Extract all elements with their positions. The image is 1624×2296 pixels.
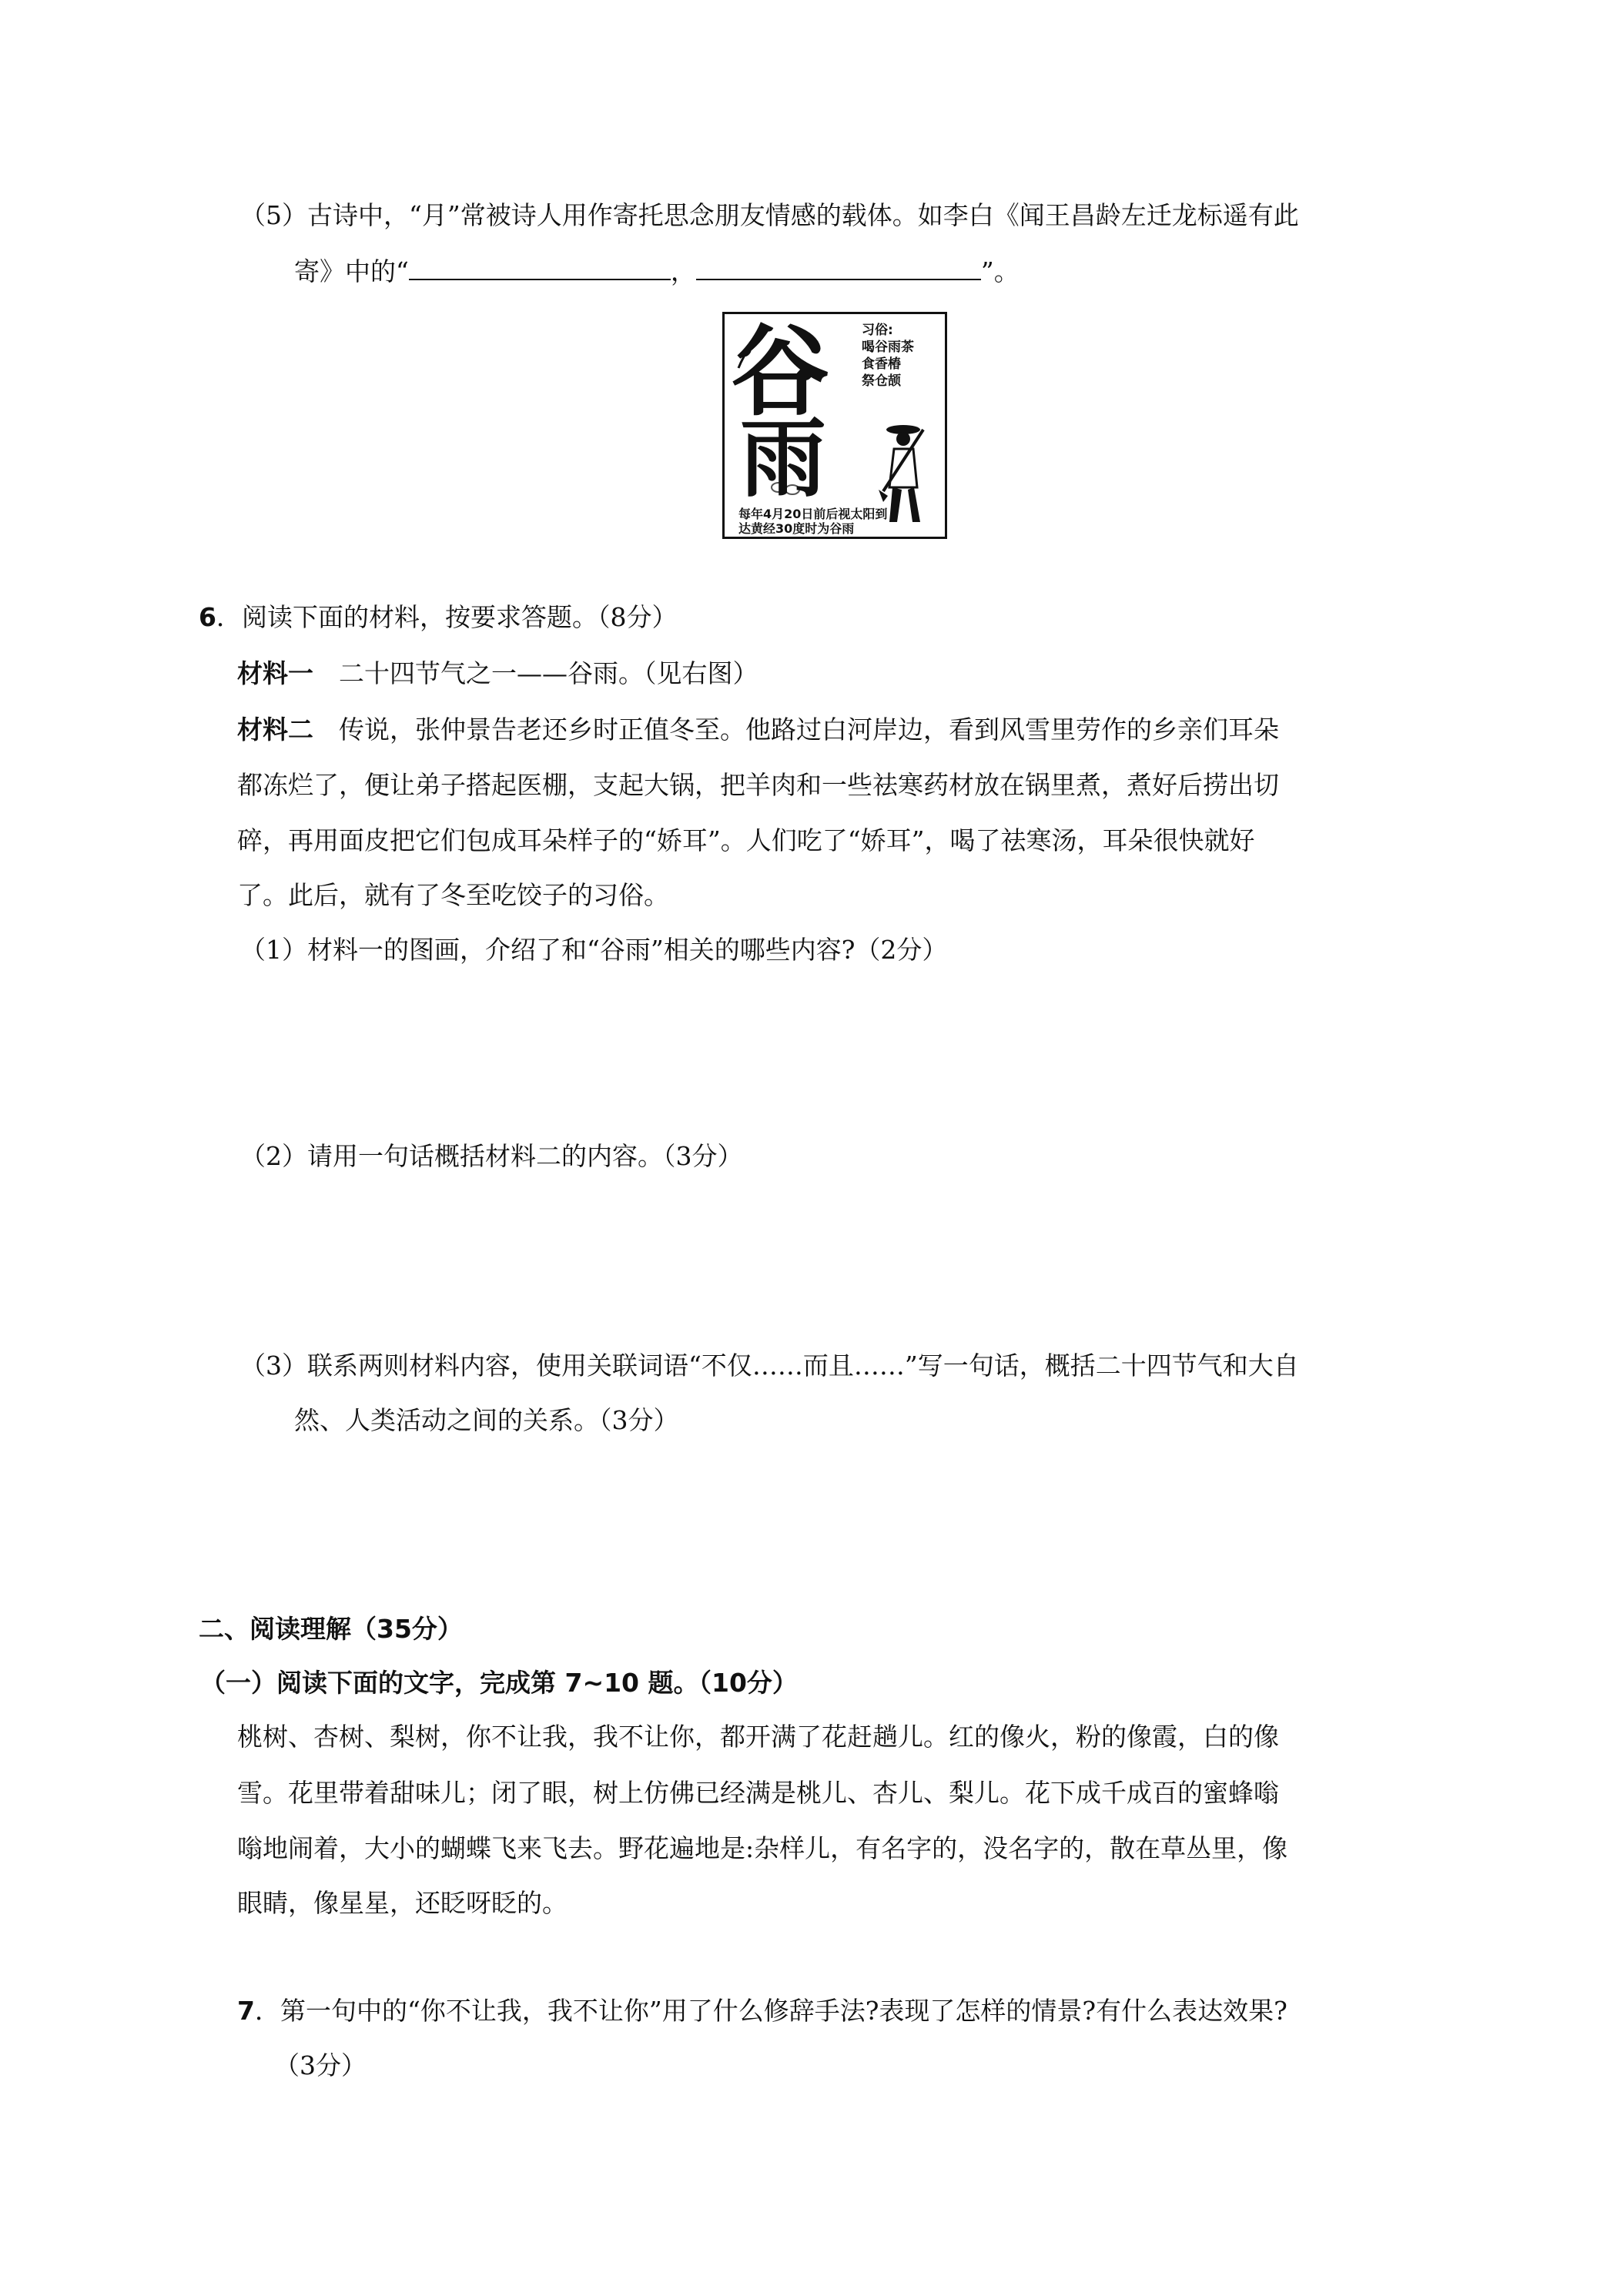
poster-caption <box>738 507 887 536</box>
q6-sub2: （2）请用一句话概括材料二的内容。（3分） <box>240 1141 743 1171</box>
material-1-label: 材料一 <box>237 658 313 688</box>
passage-line: 雪。花里带着甜味儿；闭了眼，树上仿佛已经满是桃儿、杏儿、梨儿。花下成千成百的蜜蜂嗡 <box>237 1778 1279 1808</box>
poster-caption-line: 达黄经30度时为谷雨 <box>738 521 855 536</box>
answer-blank-1[interactable] <box>409 256 671 280</box>
part-1-title: （一）阅读下面的文字，完成第 7~10 题。（10分） <box>200 1668 798 1698</box>
q6-sub1: （1）材料一的图画，介绍了和“谷雨”相关的哪些内容?（2分） <box>240 935 948 965</box>
q7-text: ．第一句中的“你不让我，我不让你”用了什么修辞手法?表现了怎样的情景?有什么表达效果? <box>254 1996 1287 2026</box>
passage-line: 桃树、杏树、梨树，你不让我，我不让你，都开满了花赶趟儿。红的像火，粉的像霞，白的像 <box>237 1722 1279 1752</box>
material-1 <box>237 657 758 691</box>
q6-sub3-line2: 然、人类活动之间的关系。（3分） <box>294 1405 679 1435</box>
q7-line1 <box>237 1994 1287 2028</box>
guyu-poster <box>722 312 947 539</box>
q5-line2-suffix: ”。 <box>980 256 1020 286</box>
q5-line2 <box>294 255 1020 289</box>
passage-line: 嗡地闹着，大小的蝴蝶飞来飞去。野花遍地是:杂样儿，有名字的，没名字的，散在草丛里，像 <box>237 1833 1288 1863</box>
section-2-title: 二、阅读理解（35分） <box>199 1614 463 1644</box>
answer-blank-2[interactable] <box>696 256 981 280</box>
q7-number: 7 <box>237 1996 255 2026</box>
q6-number: 6 <box>199 602 216 632</box>
passage-line: 眼睛，像星星，还眨呀眨的。 <box>237 1888 568 1918</box>
q5-line2-sep: ， <box>670 256 696 286</box>
poster-char-gu: 谷 <box>731 314 830 430</box>
customs-item: 食香椿 <box>862 356 901 372</box>
poster-char-yu: 雨 <box>740 408 826 509</box>
q7-line2: （3分） <box>274 2050 367 2080</box>
q6-sub3-line1: （3）联系两则材料内容，使用关联词语“不仅……而且……”写一句话，概括二十四节气和大自 <box>240 1350 1299 1381</box>
material-2-line <box>237 713 1279 747</box>
poster-customs <box>862 322 914 390</box>
material-2-line: 了。此后，就有了冬至吃饺子的习俗。 <box>237 880 669 910</box>
material-1-text: 二十四节气之一——谷雨。（见右图） <box>313 658 758 688</box>
material-2-label: 材料二 <box>237 715 313 745</box>
customs-item: 喝谷雨茶 <box>862 340 914 355</box>
customs-item: 祭仓颉 <box>862 373 901 389</box>
poster-caption-line: 每年4月20日前后视太阳到 <box>738 507 888 521</box>
q6-stem <box>199 601 677 634</box>
q5-line2-prefix: 寄》中的“ <box>294 256 409 286</box>
q5-line1: （5）古诗中，“月”常被诗人用作寄托思念朋友情感的载体。如李白《闻王昌龄左迁龙标遥有此 <box>240 200 1299 230</box>
q6-stem-text: ．阅读下面的材料，按要求答题。（8分） <box>216 602 678 632</box>
material-2-line: 都冻烂了，便让弟子搭起医棚，支起大锅，把羊肉和一些祛寒药材放在锅里煮，煮好后捞出切 <box>237 770 1279 800</box>
customs-title: 习俗: <box>862 323 893 338</box>
material-2-text: 传说，张仲景告老还乡时正值冬至。他路过白河岸边，看到风雪里劳作的乡亲们耳朵 <box>313 715 1279 745</box>
material-2-line: 碎，再用面皮把它们包成耳朵样子的“娇耳”。人们吃了“娇耳”，喝了祛寒汤，耳朵很快就好 <box>237 825 1255 855</box>
